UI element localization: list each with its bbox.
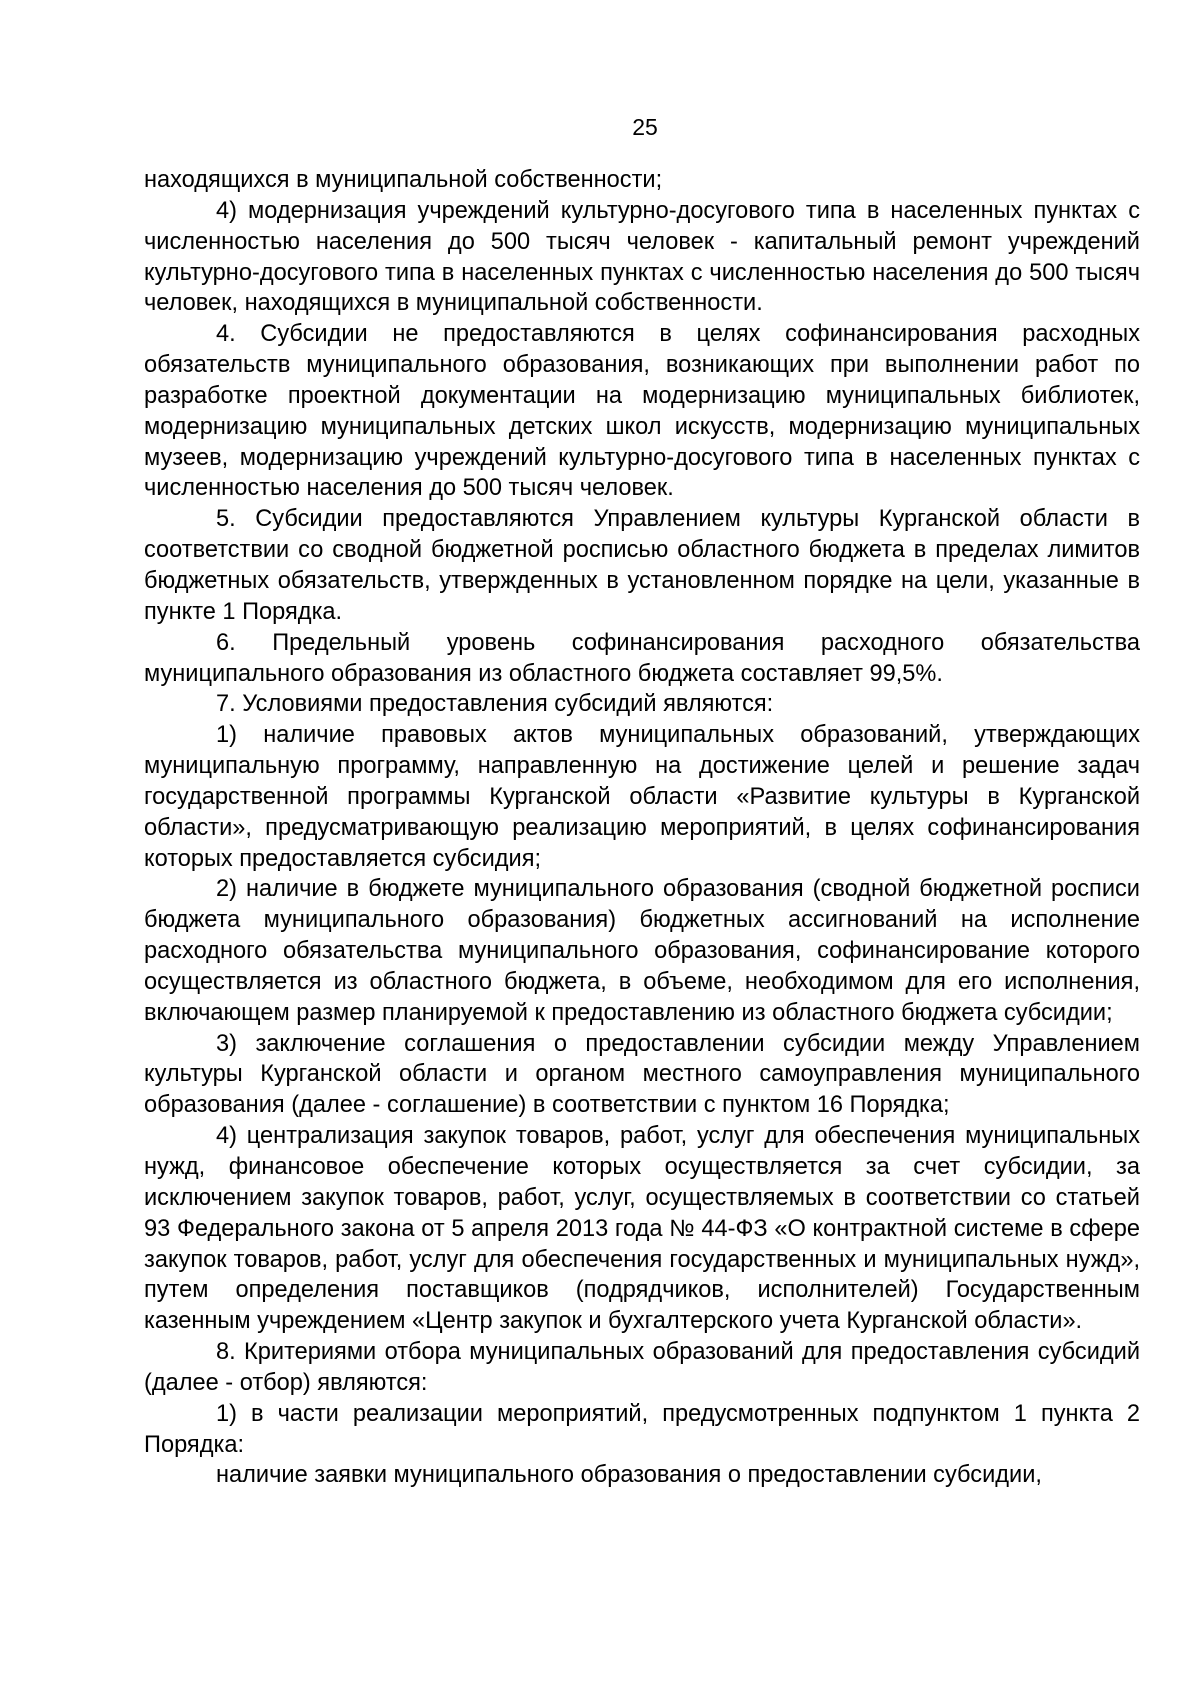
paragraph: 1) в части реализации мероприятий, предусмотренных подпунктом 1 пункта 2 Порядка: [144, 1400, 1140, 1458]
paragraph: 3) заключение соглашения о предоставлении субсидии между Управлением культуры Курганской области и органом местного самоуправления муниципального образования (далее - соглашение) в соответствии с пунктом 16 Порядка; [144, 1030, 1140, 1119]
paragraph: 6. Предельный уровень софинансирования расходного обязательства муниципального образования из областного бюджета составляет 99,5%. [144, 629, 1140, 687]
paragraph: 7. Условиями предоставления субсидий являются: [216, 691, 774, 718]
paragraph: 1) наличие правовых актов муниципальных образований, утверждающих муниципальную программу, направленную на достижение целей и решение задач государственной программы Курганской области «Развитие культуры в Курганской области», предусматривающую реализацию мероприятий, в целях софинансирования которых предоставляется субсидия; [144, 722, 1140, 872]
paragraph: 5. Субсидии предоставляются Управлением культуры Курганской области в соответствии со сводной бюджетной росписью областного бюджета в пределах лимитов бюджетных обязательств, утвержденных в установленном порядке на цели, указанные в пункте 1 Порядка. [144, 506, 1140, 625]
paragraph: наличие заявки муниципального образования о предоставлении субсидии, [216, 1462, 1042, 1489]
paragraph: 4. Субсидии не предоставляются в целях софинансирования расходных обязательств муниципального образования, возникающих при выполнении работ по разработке проектной документации на модернизацию муниципальных библиотек, модернизацию муниципальных детских школ искусств, модернизацию муниципальных музеев, модернизацию учреждений культурно-досугового типа в населенных пунктах с численностью населения до 500 тысяч человек. [144, 321, 1140, 502]
page-number: 25 [632, 114, 658, 140]
paragraph: находящихся в муниципальной собственности; [144, 167, 663, 193]
document-body [144, 165, 1140, 1491]
paragraph: 8. Критериями отбора муниципальных образований для предоставления субсидий (далее - отбор) являются: [144, 1339, 1140, 1396]
paragraph: 4) централизация закупок товаров, работ, услуг для обеспечения муниципальных нужд, финансовое обеспечение которых осуществляется за счет субсидии, за исключением закупок товаров, работ, услуг, осуществляемых в соответствии со статьей 93 Федерального закона от 5 апреля 2013 года № 44-ФЗ «О контрактной системе в сфере закупок товаров, работ, услуг для обеспечения государственных и муниципальных нужд», путем определения поставщиков (подрядчиков, исполнителей) Государственным казенным учреждением «Центр закупок и бухгалтерского учета Курганской области». [144, 1123, 1140, 1335]
paragraph: 2) наличие в бюджете муниципального образования (сводной бюджетной росписи бюджета муниципального образования) бюджетных ассигнований на исполнение расходного обязательства муниципального образования, софинансирование которого осуществляется из областного бюджета, в объеме, необходимом для его исполнения, включающем размер планируемой к предоставлению из областного бюджета субсидии; [144, 876, 1140, 1026]
paragraph: 4) модернизация учреждений культурно-досугового типа в населенных пунктах с численностью населения до 500 тысяч человек - капитальный ремонт учреждений культурно-досугового типа в населенных пунктах с численностью населения до 500 тысяч человек, находящихся в муниципальной собственности. [144, 197, 1140, 317]
